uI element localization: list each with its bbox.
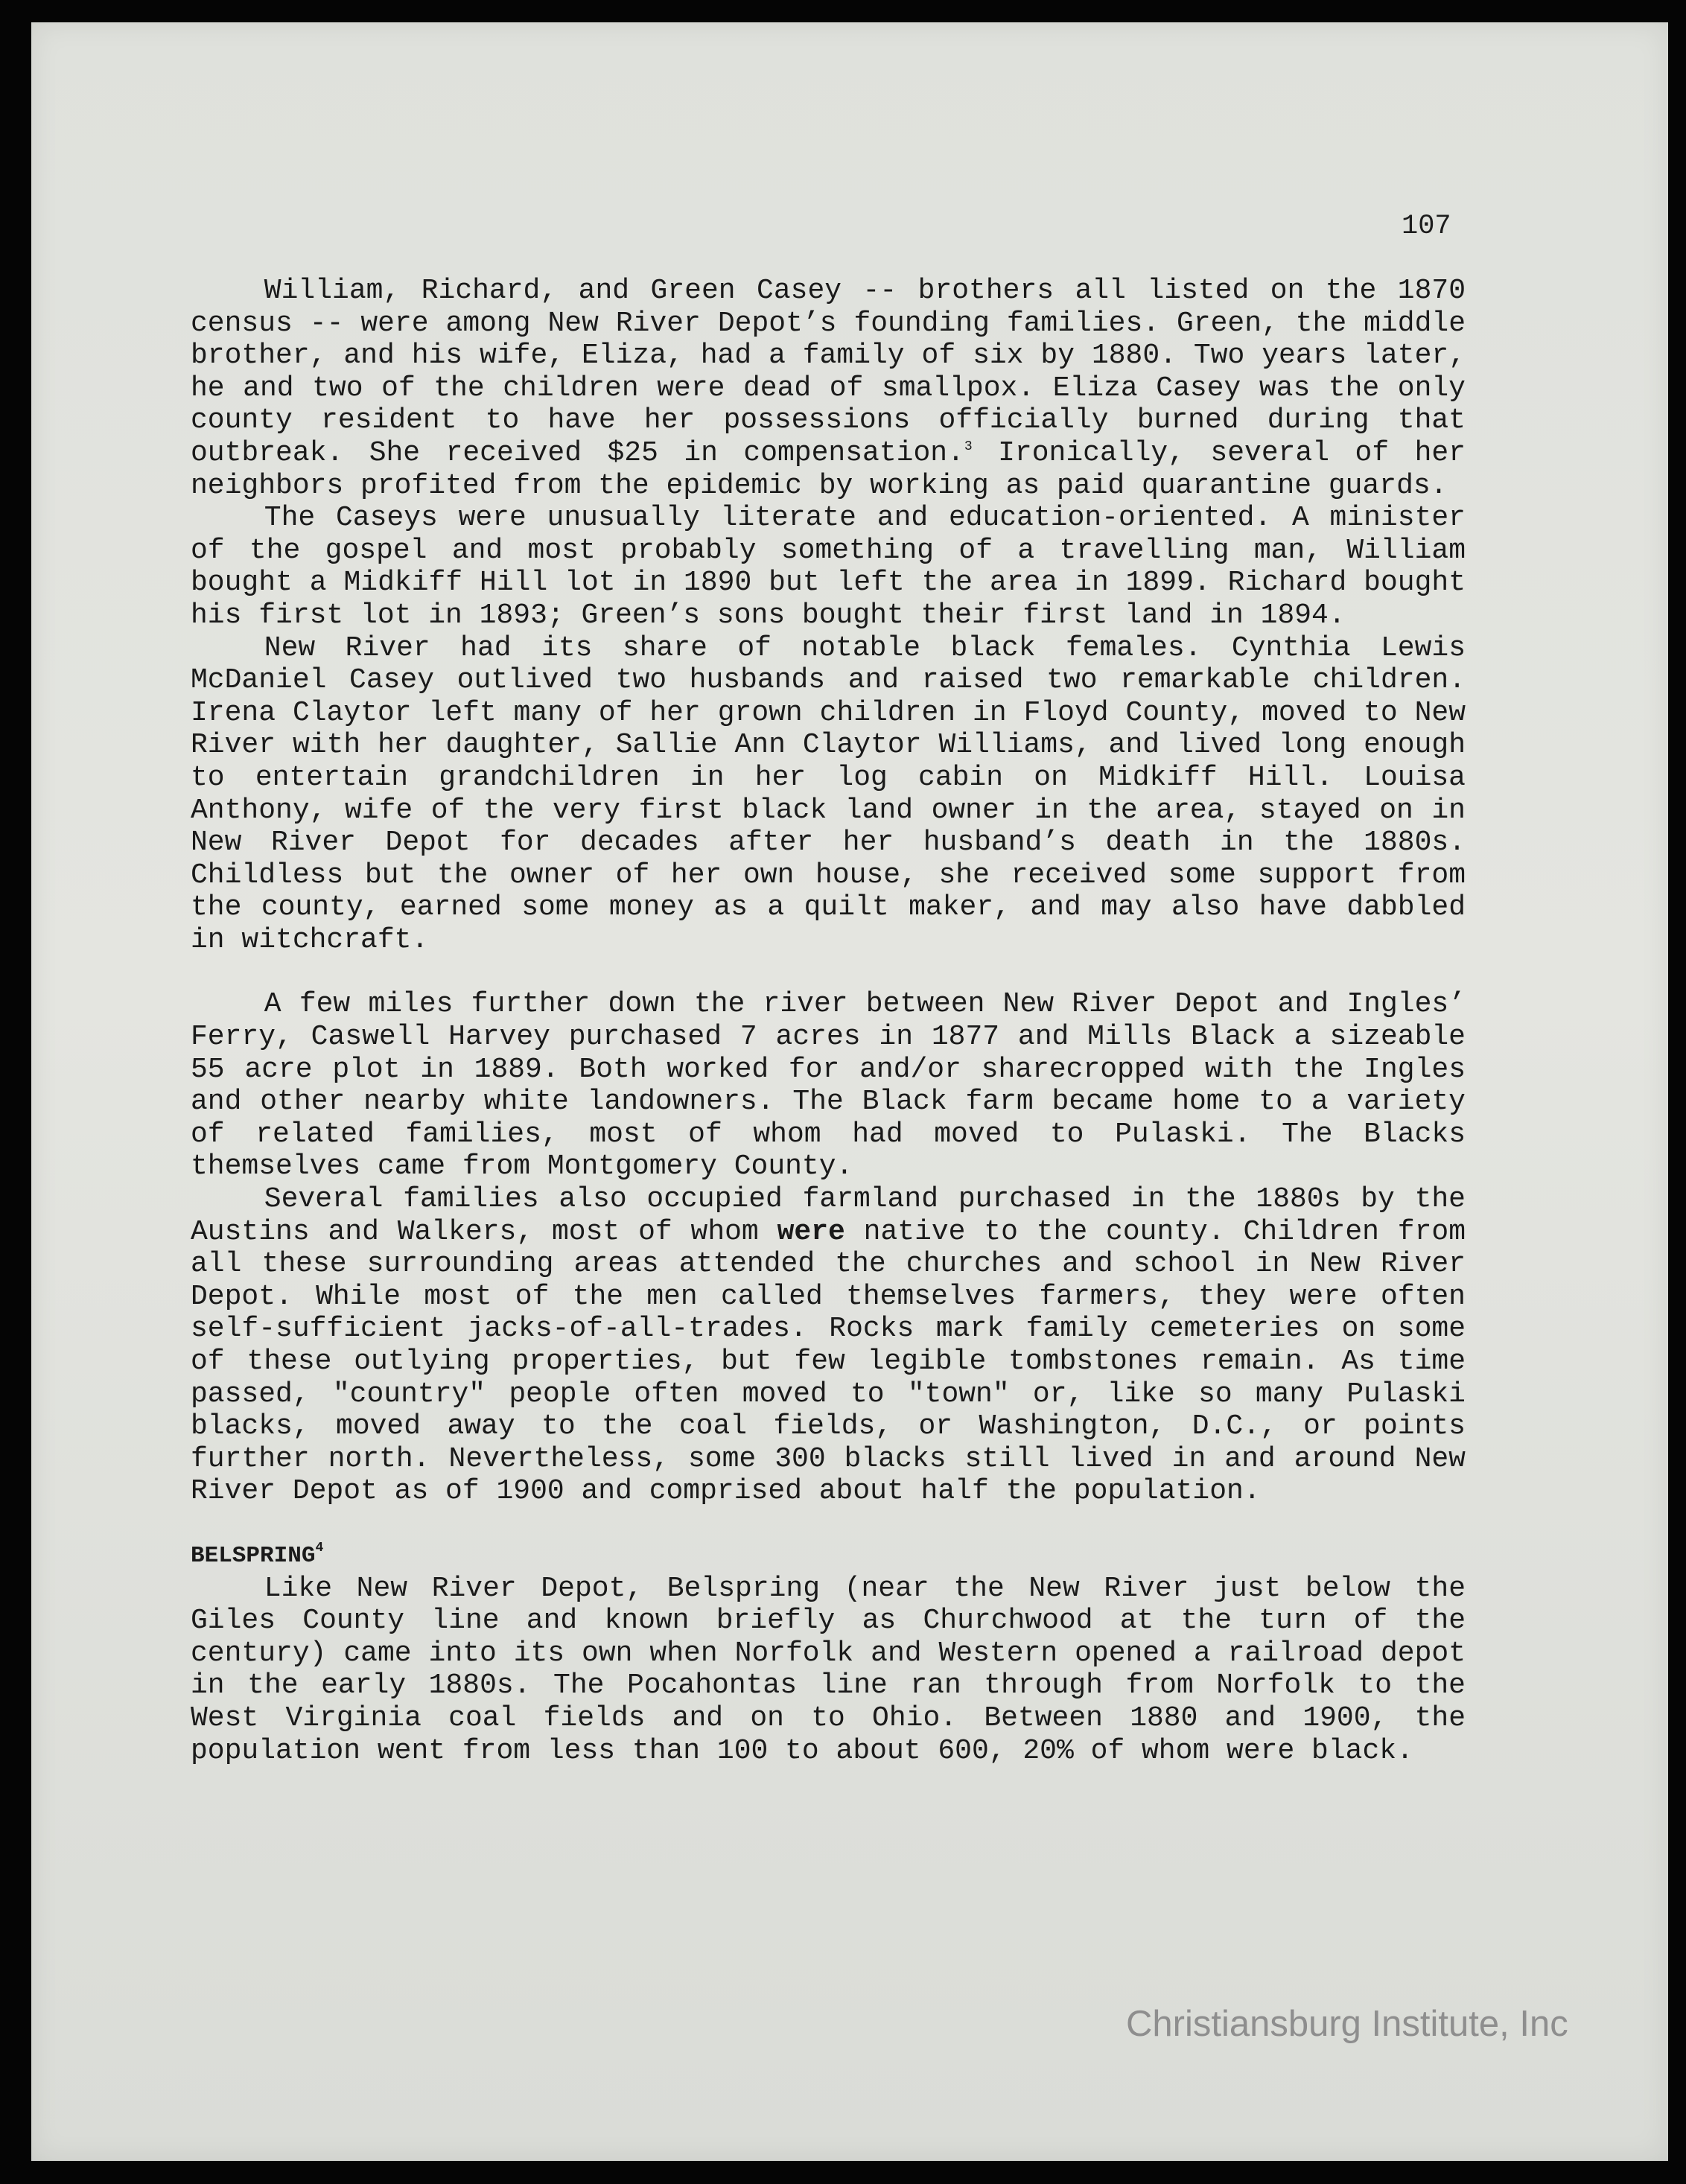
- section-heading-belspring: [191, 1540, 1466, 1573]
- paragraph-several-families: [191, 1183, 1466, 1508]
- paragraph-text: William, Richard, and Green Casey -- brothers all listed on the 1870 census -- were among New River Depot’s founding families. Green, the middle brother, and his wife, Eliza, had a family of six by 1880. Two years later, he and two of the children were dead of smallpox. Eliza Casey was the only county resident to have her possessions officially burned during that outbreak. She received $25 in compensation.: [191, 275, 1466, 469]
- paragraph-text-continued: native to the county. Children from all these surrounding areas attended the churches and school in New River Depot. While most of the men called themselves farmers, they were often self-sufficient jacks-of-all-trades. Rocks mark family cemeteries on some of these outlying properties, but few legible tombstones remain. As time passed, "country" people often moved to "town" or, like so many Pulaski blacks, moved away to the coal fields, or Washington, D.C., or points further north. Nevertheless, some 300 blacks still lived in and around New River Depot as of 1900 and comprised about half the population.: [191, 1215, 1466, 1508]
- page-number: 107: [1402, 211, 1451, 242]
- paragraph-text-continued: Ironically, several of her neighbors profited from the epidemic by working as paid quarantine guards.: [191, 436, 1466, 502]
- paragraph-text: Several families also occupied farmland purchased in the 1880s by the Austins and Walkers, most of whom: [191, 1183, 1466, 1248]
- watermark-text: Christiansburg Institute, Inc: [1126, 2004, 1568, 2044]
- emphasized-word: were: [777, 1215, 845, 1248]
- section-heading-text: BELSPRING: [191, 1542, 316, 1569]
- document-body: [191, 275, 1466, 1767]
- paragraph-belspring: Like New River Depot, Belspring (near the New River just below the Giles County line and known briefly as Churchwood at the turn of the century) came into its own when Norfolk and Western opened a railroad depot in the early 1880s. The Pocahontas line ran through from Norfolk to the West Virginia coal fields and on to Ohio. Between 1880 and 1900, the population went from less than 100 to about 600, 20% of whom were black.: [191, 1572, 1466, 1767]
- paragraph-ingles-ferry: A few miles further down the river between New River Depot and Ingles’ Ferry, Caswell Harvey purchased 7 acres in 1877 and Mills Black a sizeable 55 acre plot in 1889. Both worked for and/or sharecropped with the Ingles and other nearby white landowners. The Black farm became home to a variety of related families, most of whom had moved to Pulaski. The Blacks themselves came from Montgomery County.: [191, 988, 1466, 1183]
- paragraph-caseys-literate: The Caseys were unusually literate and education-oriented. A minister of the gospel and most probably something of a travelling man, William bought a Midkiff Hill lot in 1890 but left the area in 1899. Richard bought his first lot in 1893; Green’s sons bought their first land in 1894.: [191, 502, 1466, 631]
- footnote-marker: 4: [315, 1540, 324, 1556]
- paragraph-casey-brothers: [191, 275, 1466, 502]
- paragraph-notable-black-females: New River had its share of notable black females. Cynthia Lewis McDaniel Casey outlived two husbands and raised two remarkable children. Irena Claytor left many of her grown children in Floyd County, moved to New River with her daughter, Sallie Ann Claytor Williams, and lived long enough to entertain grandchildren in her log cabin on Midkiff Hill. Louisa Anthony, wife of the very first black land owner in the area, stayed on in New River Depot for decades after her husband’s death in the 1880s. Childless but the owner of her own house, she received some support from the county, earned some money as a quilt maker, and may also have dabbled in witchcraft.: [191, 631, 1466, 956]
- footnote-marker: 3: [964, 439, 973, 454]
